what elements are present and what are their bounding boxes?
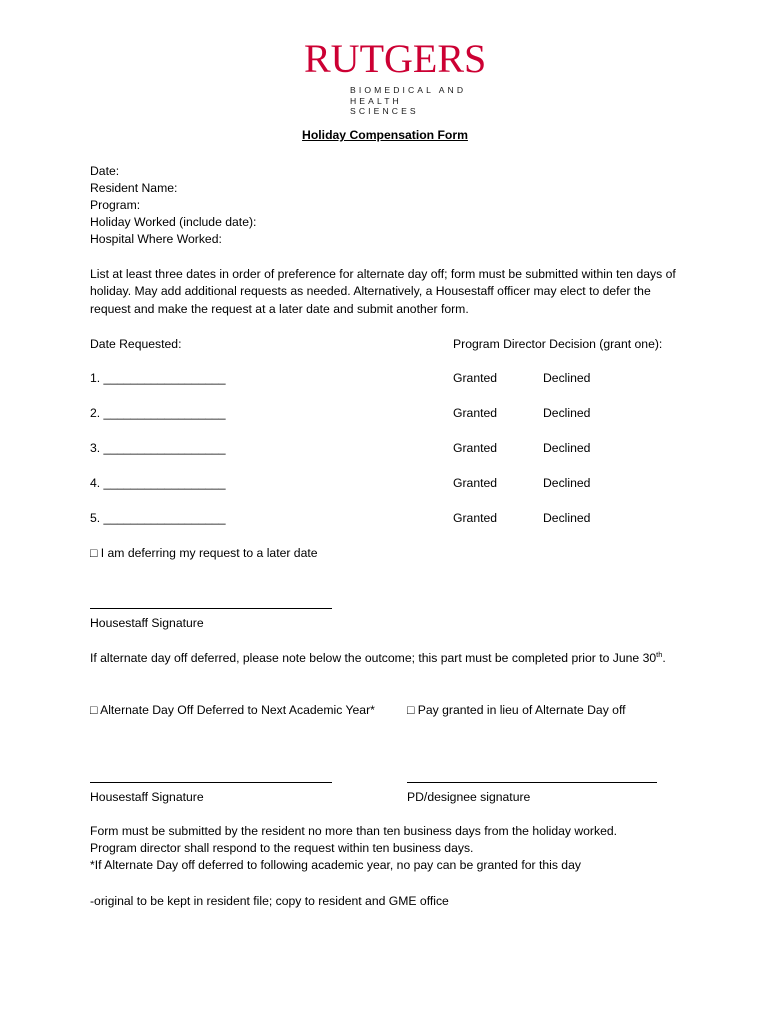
logo-subtitle-line-1: BIOMEDICAL AND <box>350 85 467 95</box>
deferred-note-period: . <box>662 651 666 665</box>
deferred-note-superscript: th <box>656 649 663 659</box>
form-title: Holiday Compensation Form <box>302 128 468 142</box>
decision-label: Program Director Decision (grant one): <box>453 337 663 351</box>
date-requested-label: Date Requested: <box>90 337 182 351</box>
declined-option-1[interactable]: Declined <box>543 371 591 385</box>
date-request-2[interactable]: 2. __________________ <box>90 406 226 420</box>
defer-request-checkbox[interactable]: □ I am deferring my request to a later date <box>90 546 318 560</box>
rutgers-logo <box>304 36 487 116</box>
declined-option-5[interactable]: Declined <box>543 511 591 525</box>
footer-line-1: Form must be submitted by the resident no more than ten business days from the holiday worked. <box>90 824 618 838</box>
field-date: Date: <box>90 164 120 178</box>
field-hospital: Hospital Where Worked: <box>90 232 222 246</box>
granted-option-3[interactable]: Granted <box>453 441 498 455</box>
declined-option-4[interactable]: Declined <box>543 476 591 490</box>
field-program: Program: <box>90 198 141 212</box>
footer-line-3: *If Alternate Day off deferred to following academic year, no pay can be granted for this day <box>90 858 581 872</box>
granted-option-5[interactable]: Granted <box>453 511 498 525</box>
granted-option-1[interactable]: Granted <box>453 371 498 385</box>
housestaff-signature-line-2[interactable] <box>90 782 332 783</box>
original-copy-note: -original to be kept in resident file; copy to resident and GME office <box>90 894 449 908</box>
date-request-4[interactable]: 4. __________________ <box>90 476 226 490</box>
field-holiday-worked: Holiday Worked (include date): <box>90 215 257 229</box>
logo-subtitle-line-2: HEALTH SCIENCES <box>350 96 419 116</box>
granted-option-4[interactable]: Granted <box>453 476 498 490</box>
granted-option-2[interactable]: Granted <box>453 406 498 420</box>
declined-option-3[interactable]: Declined <box>543 441 591 455</box>
housestaff-signature-label-2: Housestaff Signature <box>90 790 204 804</box>
date-request-5[interactable]: 5. __________________ <box>90 511 226 525</box>
field-resident-name: Resident Name: <box>90 181 178 195</box>
option-pay-checkbox[interactable]: □ Pay granted in lieu of Alternate Day off <box>407 703 626 717</box>
deferred-outcome-note <box>90 650 690 667</box>
deferred-note-text: If alternate day off deferred, please note below the outcome; this part must be completed prior to June 30 <box>90 651 657 665</box>
date-request-3[interactable]: 3. __________________ <box>90 441 226 455</box>
pd-signature-label: PD/designee signature <box>407 790 531 804</box>
option-deferred-checkbox[interactable]: □ Alternate Day Off Deferred to Next Academic Year* <box>90 703 375 717</box>
footer-line-2: Program director shall respond to the request within ten business days. <box>90 841 474 855</box>
housestaff-signature-line-1[interactable] <box>90 608 332 609</box>
housestaff-signature-label-1: Housestaff Signature <box>90 616 204 630</box>
logo-wordmark: RUTGERS <box>304 36 487 81</box>
instructions-paragraph: List at least three dates in order of preference for alternate day off; form must be submitted within ten days of holiday. May add additional requests as needed. Alternatively, a Housestaff officer may elect to defer the request and make the request at a later date and submit another form. <box>90 267 676 316</box>
pd-signature-line[interactable] <box>407 782 657 783</box>
date-request-1[interactable]: 1. __________________ <box>90 371 226 385</box>
declined-option-2[interactable]: Declined <box>543 406 591 420</box>
